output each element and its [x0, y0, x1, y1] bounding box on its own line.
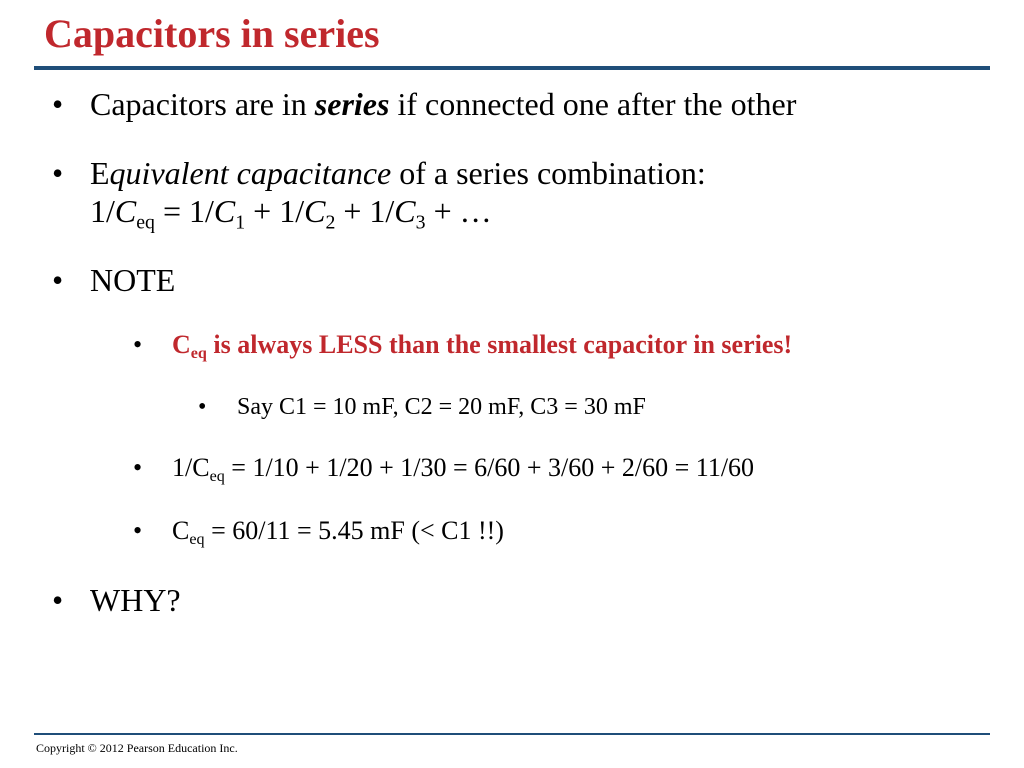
bullet-marker: • — [52, 582, 64, 618]
formula-subscript: eq — [136, 211, 155, 234]
formula-part: = 1/ — [154, 193, 214, 229]
bullet-marker: • — [52, 155, 64, 191]
bullet-text: of a series combination: — [391, 155, 706, 191]
bullet-equivalent-capacitance — [90, 157, 706, 189]
note-var: C — [172, 330, 191, 359]
formula-subscript: 2 — [325, 211, 336, 234]
formula-var: C — [304, 193, 326, 229]
formula-part: + 1/ — [335, 193, 395, 229]
bullet-marker: • — [133, 330, 143, 359]
bullet-why: WHY? — [90, 582, 181, 618]
bullet-text: if connected one after the other — [389, 86, 797, 122]
slide-title: Capacitors in series — [44, 11, 380, 56]
series-formula — [90, 193, 492, 234]
calc-part: = 1/10 + 1/20 + 1/30 = 6/60 + 3/60 + 2/60 = 11/60 — [224, 453, 755, 482]
calc-part: = 60/11 = 5.45 mF (< C1 !!) — [204, 516, 504, 545]
formula-var: C — [394, 193, 416, 229]
note-text: is always LESS than the smallest capacitor in series! — [206, 330, 793, 359]
copyright-footer: Copyright © 2012 Pearson Education Inc. — [36, 741, 238, 755]
title-divider — [34, 66, 990, 70]
example-values: Say C1 = 10 mF, C2 = 20 mF, C3 = 30 mF — [237, 394, 646, 420]
formula-var: C — [114, 193, 137, 229]
calc-part: 1/C — [172, 453, 210, 482]
formula-part: 1/ — [90, 193, 115, 229]
calc-result — [172, 516, 504, 549]
footer-divider — [34, 733, 990, 735]
bullet-marker: • — [198, 394, 207, 420]
bullet-text: Capacitors are in — [90, 86, 315, 122]
calc-part: C — [172, 516, 190, 545]
formula-part: + 1/ — [245, 193, 305, 229]
note-ceq-less — [172, 330, 793, 363]
formula-subscript: 1 — [235, 211, 246, 234]
bullet-marker: • — [52, 262, 64, 298]
formula-var: C — [213, 193, 236, 229]
calc-reciprocal — [172, 453, 755, 486]
note-subscript: eq — [190, 345, 207, 363]
bullet-marker: • — [133, 516, 143, 545]
bullet-series-definition — [90, 88, 796, 120]
calc-subscript: eq — [209, 468, 225, 486]
bullet-text: E — [90, 155, 110, 191]
bullet-note: NOTE — [90, 262, 176, 298]
formula-subscript: 3 — [415, 211, 426, 234]
bullet-marker: • — [52, 86, 64, 122]
bullet-marker: • — [133, 453, 143, 482]
calc-subscript: eq — [189, 531, 205, 549]
formula-part: + … — [425, 193, 492, 229]
italic-term: quivalent capacitance — [109, 155, 392, 191]
emphasis-series: series — [314, 86, 390, 122]
